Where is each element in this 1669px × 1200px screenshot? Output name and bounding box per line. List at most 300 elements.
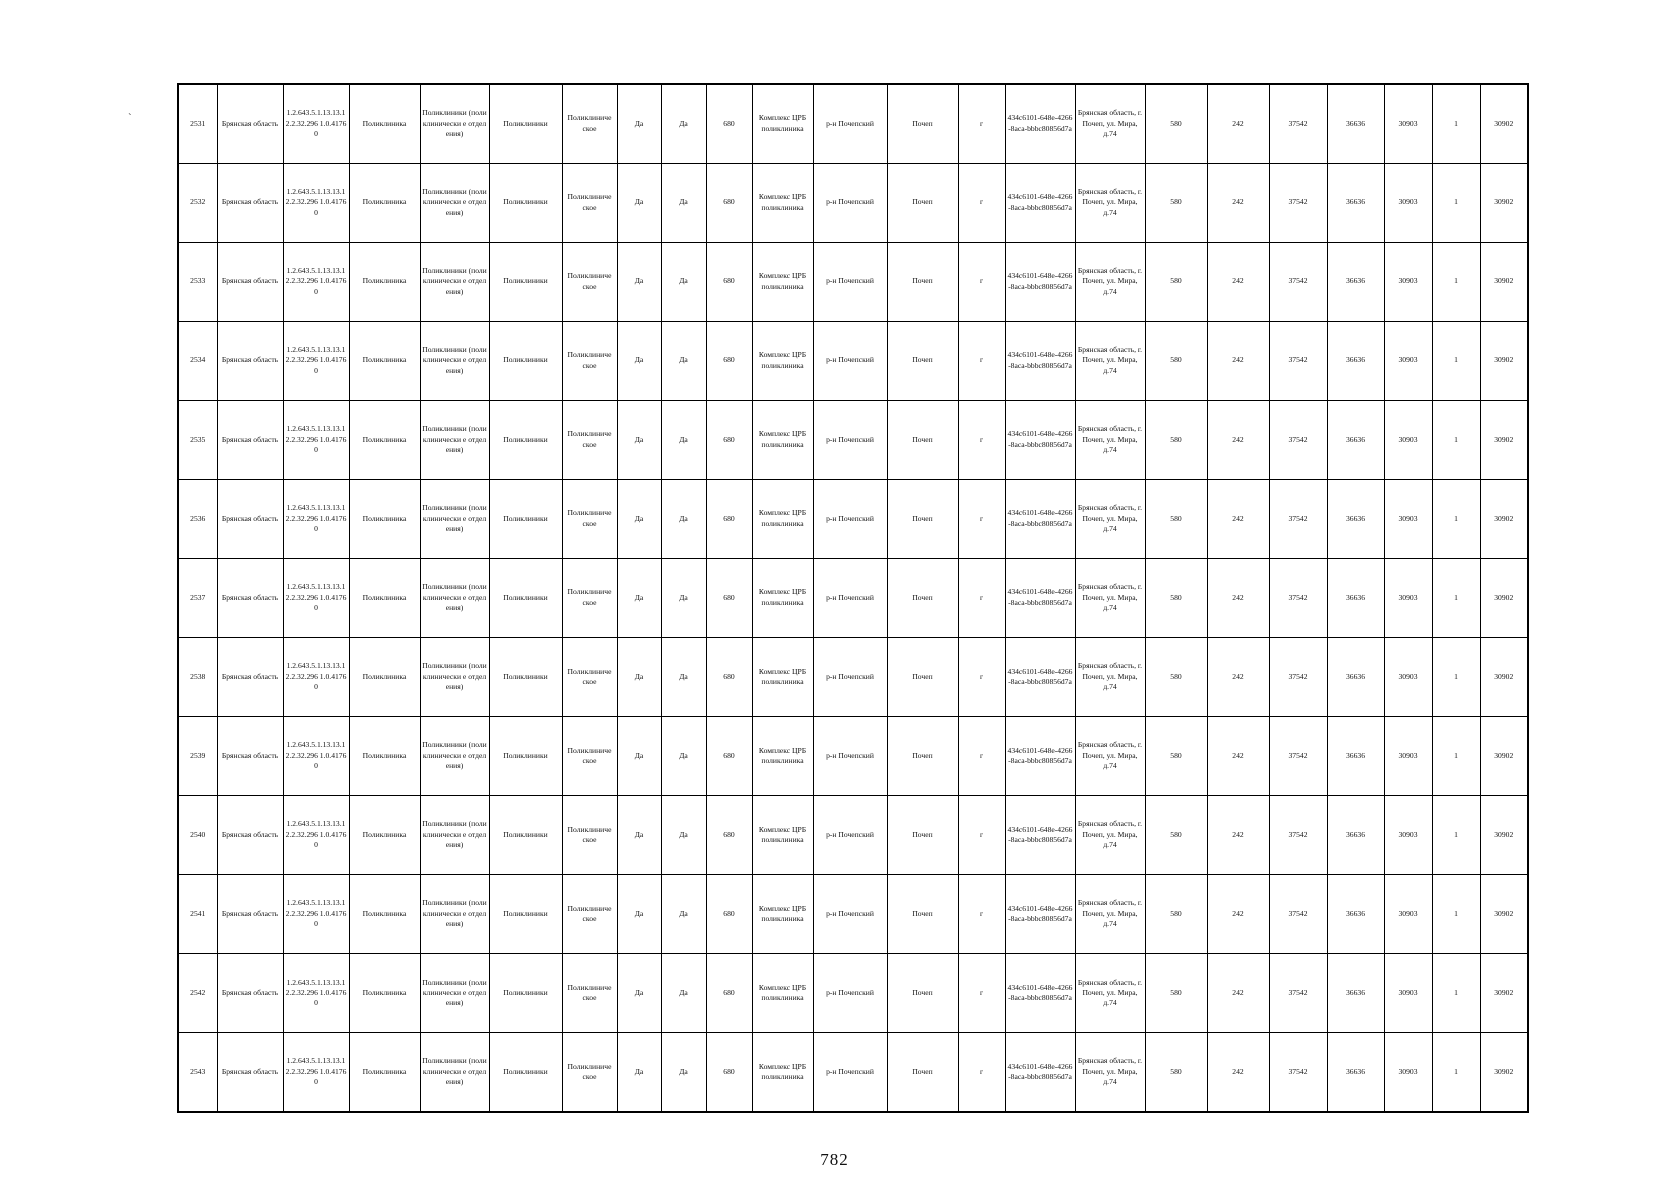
division-cell: Поликлиники — [489, 163, 562, 242]
value-4-cell: 36636 — [1327, 1033, 1384, 1112]
value-1-cell: 580 — [1145, 163, 1207, 242]
district-cell: р-н Почепский — [813, 479, 887, 558]
oid-cell: 1.2.643.5.1.13.13.12.2.32.296 1.0.41760 — [283, 558, 349, 637]
value-3-cell: 37542 — [1269, 321, 1327, 400]
address-cell: Брянская область, г. Почеп, ул. Мира, д.74 — [1075, 1033, 1145, 1112]
locality-cell: Почеп — [887, 1033, 958, 1112]
flag-b-cell: Да — [661, 637, 706, 716]
value-3-cell: 37542 — [1269, 875, 1327, 954]
profile-cell: Поликлиниче ское — [562, 637, 617, 716]
table-row — [178, 400, 1528, 479]
value-3-cell: 37542 — [1269, 400, 1327, 479]
guid-cell: 434c6101-648e-4266-8aca-bbbc80856d7a — [1005, 1033, 1075, 1112]
row-number-cell: 2541 — [178, 875, 217, 954]
value-4-cell: 36636 — [1327, 163, 1384, 242]
facility-type-cell: Поликлиника — [349, 875, 420, 954]
building-cell: Комплекс ЦРБ поликлиника — [752, 796, 813, 875]
flag-b-cell: Да — [661, 954, 706, 1033]
table-row — [178, 637, 1528, 716]
district-cell: р-н Почепский — [813, 558, 887, 637]
value-6-cell: 1 — [1432, 1033, 1480, 1112]
value-4-cell: 36636 — [1327, 637, 1384, 716]
value-1-cell: 580 — [1145, 84, 1207, 163]
flag-a-cell: Да — [617, 400, 661, 479]
locality-type-cell: г — [958, 242, 1005, 321]
profile-cell: Поликлиниче ское — [562, 954, 617, 1033]
code-cell: 680 — [706, 84, 752, 163]
value-3-cell: 37542 — [1269, 637, 1327, 716]
value-7-cell: 30902 — [1480, 479, 1528, 558]
profile-cell: Поликлиниче ское — [562, 242, 617, 321]
table-body — [178, 84, 1528, 1112]
guid-cell: 434c6101-648e-4266-8aca-bbbc80856d7a — [1005, 321, 1075, 400]
code-cell: 680 — [706, 954, 752, 1033]
code-cell: 680 — [706, 400, 752, 479]
building-cell: Комплекс ЦРБ поликлиника — [752, 717, 813, 796]
facility-type-cell: Поликлиника — [349, 637, 420, 716]
region-cell: Брянская область — [217, 321, 283, 400]
value-3-cell: 37542 — [1269, 479, 1327, 558]
flag-a-cell: Да — [617, 479, 661, 558]
division-type-cell: Поликлиники (поликлинически е отделения) — [420, 242, 489, 321]
value-6-cell: 1 — [1432, 558, 1480, 637]
locality-type-cell: г — [958, 321, 1005, 400]
locality-type-cell: г — [958, 796, 1005, 875]
value-5-cell: 30903 — [1384, 400, 1432, 479]
code-cell: 680 — [706, 1033, 752, 1112]
profile-cell: Поликлиниче ское — [562, 796, 617, 875]
address-cell: Брянская область, г. Почеп, ул. Мира, д.74 — [1075, 558, 1145, 637]
locality-type-cell: г — [958, 1033, 1005, 1112]
facility-type-cell: Поликлиника — [349, 796, 420, 875]
value-4-cell: 36636 — [1327, 558, 1384, 637]
table-row — [178, 558, 1528, 637]
building-cell: Комплекс ЦРБ поликлиника — [752, 479, 813, 558]
value-1-cell: 580 — [1145, 875, 1207, 954]
profile-cell: Поликлиниче ское — [562, 717, 617, 796]
oid-cell: 1.2.643.5.1.13.13.12.2.32.296 1.0.41760 — [283, 637, 349, 716]
table-row — [178, 321, 1528, 400]
stray-mark: ` — [128, 112, 132, 124]
oid-cell: 1.2.643.5.1.13.13.12.2.32.296 1.0.41760 — [283, 796, 349, 875]
region-cell: Брянская область — [217, 875, 283, 954]
building-cell: Комплекс ЦРБ поликлиника — [752, 84, 813, 163]
oid-cell: 1.2.643.5.1.13.13.12.2.32.296 1.0.41760 — [283, 400, 349, 479]
value-1-cell: 580 — [1145, 796, 1207, 875]
locality-cell: Почеп — [887, 479, 958, 558]
guid-cell: 434c6101-648e-4266-8aca-bbbc80856d7a — [1005, 479, 1075, 558]
locality-type-cell: г — [958, 637, 1005, 716]
building-cell: Комплекс ЦРБ поликлиника — [752, 163, 813, 242]
row-number-cell: 2533 — [178, 242, 217, 321]
value-1-cell: 580 — [1145, 717, 1207, 796]
flag-b-cell: Да — [661, 479, 706, 558]
value-7-cell: 30902 — [1480, 242, 1528, 321]
profile-cell: Поликлиниче ское — [562, 163, 617, 242]
profile-cell: Поликлиниче ское — [562, 84, 617, 163]
code-cell: 680 — [706, 796, 752, 875]
value-5-cell: 30903 — [1384, 1033, 1432, 1112]
facility-type-cell: Поликлиника — [349, 954, 420, 1033]
row-number-cell: 2542 — [178, 954, 217, 1033]
address-cell: Брянская область, г. Почеп, ул. Мира, д.74 — [1075, 637, 1145, 716]
value-3-cell: 37542 — [1269, 717, 1327, 796]
district-cell: р-н Почепский — [813, 321, 887, 400]
division-cell: Поликлиники — [489, 796, 562, 875]
facility-type-cell: Поликлиника — [349, 558, 420, 637]
guid-cell: 434c6101-648e-4266-8aca-bbbc80856d7a — [1005, 163, 1075, 242]
region-cell: Брянская область — [217, 796, 283, 875]
code-cell: 680 — [706, 875, 752, 954]
table-row — [178, 875, 1528, 954]
value-1-cell: 580 — [1145, 400, 1207, 479]
value-5-cell: 30903 — [1384, 558, 1432, 637]
table-row — [178, 84, 1528, 163]
flag-b-cell: Да — [661, 558, 706, 637]
flag-a-cell: Да — [617, 242, 661, 321]
division-cell: Поликлиники — [489, 321, 562, 400]
locality-cell: Почеп — [887, 637, 958, 716]
value-5-cell: 30903 — [1384, 796, 1432, 875]
flag-b-cell: Да — [661, 400, 706, 479]
flag-a-cell: Да — [617, 558, 661, 637]
value-4-cell: 36636 — [1327, 84, 1384, 163]
oid-cell: 1.2.643.5.1.13.13.12.2.32.296 1.0.41760 — [283, 1033, 349, 1112]
address-cell: Брянская область, г. Почеп, ул. Мира, д.74 — [1075, 796, 1145, 875]
facility-type-cell: Поликлиника — [349, 321, 420, 400]
value-6-cell: 1 — [1432, 479, 1480, 558]
address-cell: Брянская область, г. Почеп, ул. Мира, д.74 — [1075, 875, 1145, 954]
value-4-cell: 36636 — [1327, 400, 1384, 479]
code-cell: 680 — [706, 479, 752, 558]
value-1-cell: 580 — [1145, 321, 1207, 400]
profile-cell: Поликлиниче ское — [562, 875, 617, 954]
building-cell: Комплекс ЦРБ поликлиника — [752, 242, 813, 321]
address-cell: Брянская область, г. Почеп, ул. Мира, д.74 — [1075, 163, 1145, 242]
division-cell: Поликлиники — [489, 479, 562, 558]
value-5-cell: 30903 — [1384, 954, 1432, 1033]
value-1-cell: 580 — [1145, 1033, 1207, 1112]
building-cell: Комплекс ЦРБ поликлиника — [752, 558, 813, 637]
facility-type-cell: Поликлиника — [349, 163, 420, 242]
guid-cell: 434c6101-648e-4266-8aca-bbbc80856d7a — [1005, 796, 1075, 875]
value-6-cell: 1 — [1432, 242, 1480, 321]
profile-cell: Поликлиниче ское — [562, 321, 617, 400]
facility-registry-table — [177, 83, 1529, 1113]
district-cell: р-н Почепский — [813, 875, 887, 954]
locality-type-cell: г — [958, 875, 1005, 954]
division-type-cell: Поликлиники (поликлинически е отделения) — [420, 717, 489, 796]
division-type-cell: Поликлиники (поликлинически е отделения) — [420, 163, 489, 242]
code-cell: 680 — [706, 321, 752, 400]
address-cell: Брянская область, г. Почеп, ул. Мира, д.74 — [1075, 717, 1145, 796]
division-type-cell: Поликлиники (поликлинически е отделения) — [420, 558, 489, 637]
locality-type-cell: г — [958, 84, 1005, 163]
page-number: 782 — [820, 1150, 849, 1169]
value-6-cell: 1 — [1432, 637, 1480, 716]
code-cell: 680 — [706, 163, 752, 242]
district-cell: р-н Почепский — [813, 717, 887, 796]
region-cell: Брянская область — [217, 1033, 283, 1112]
locality-type-cell: г — [958, 400, 1005, 479]
district-cell: р-н Почепский — [813, 954, 887, 1033]
value-3-cell: 37542 — [1269, 1033, 1327, 1112]
flag-b-cell: Да — [661, 242, 706, 321]
building-cell: Комплекс ЦРБ поликлиника — [752, 400, 813, 479]
table-row — [178, 242, 1528, 321]
locality-cell: Почеп — [887, 875, 958, 954]
building-cell: Комплекс ЦРБ поликлиника — [752, 1033, 813, 1112]
value-2-cell: 242 — [1207, 84, 1269, 163]
locality-cell: Почеп — [887, 717, 958, 796]
value-3-cell: 37542 — [1269, 242, 1327, 321]
row-number-cell: 2535 — [178, 400, 217, 479]
region-cell: Брянская область — [217, 479, 283, 558]
oid-cell: 1.2.643.5.1.13.13.12.2.32.296 1.0.41760 — [283, 163, 349, 242]
value-2-cell: 242 — [1207, 400, 1269, 479]
value-2-cell: 242 — [1207, 163, 1269, 242]
facility-type-cell: Поликлиника — [349, 242, 420, 321]
division-cell: Поликлиники — [489, 84, 562, 163]
value-2-cell: 242 — [1207, 558, 1269, 637]
value-4-cell: 36636 — [1327, 242, 1384, 321]
building-cell: Комплекс ЦРБ поликлиника — [752, 954, 813, 1033]
row-number-cell: 2534 — [178, 321, 217, 400]
division-type-cell: Поликлиники (поликлинически е отделения) — [420, 796, 489, 875]
district-cell: р-н Почепский — [813, 796, 887, 875]
row-number-cell: 2536 — [178, 479, 217, 558]
oid-cell: 1.2.643.5.1.13.13.12.2.32.296 1.0.41760 — [283, 321, 349, 400]
oid-cell: 1.2.643.5.1.13.13.12.2.32.296 1.0.41760 — [283, 875, 349, 954]
value-5-cell: 30903 — [1384, 717, 1432, 796]
value-5-cell: 30903 — [1384, 163, 1432, 242]
code-cell: 680 — [706, 637, 752, 716]
profile-cell: Поликлиниче ское — [562, 400, 617, 479]
flag-b-cell: Да — [661, 1033, 706, 1112]
value-6-cell: 1 — [1432, 400, 1480, 479]
address-cell: Брянская область, г. Почеп, ул. Мира, д.74 — [1075, 321, 1145, 400]
flag-b-cell: Да — [661, 321, 706, 400]
flag-a-cell: Да — [617, 1033, 661, 1112]
table-row — [178, 1033, 1528, 1112]
value-7-cell: 30902 — [1480, 717, 1528, 796]
division-cell: Поликлиники — [489, 400, 562, 479]
value-5-cell: 30903 — [1384, 242, 1432, 321]
flag-b-cell: Да — [661, 875, 706, 954]
district-cell: р-н Почепский — [813, 1033, 887, 1112]
division-type-cell: Поликлиники (поликлинически е отделения) — [420, 321, 489, 400]
value-4-cell: 36636 — [1327, 717, 1384, 796]
value-4-cell: 36636 — [1327, 875, 1384, 954]
value-3-cell: 37542 — [1269, 163, 1327, 242]
region-cell: Брянская область — [217, 717, 283, 796]
locality-cell: Почеп — [887, 954, 958, 1033]
value-6-cell: 1 — [1432, 875, 1480, 954]
flag-a-cell: Да — [617, 875, 661, 954]
flag-a-cell: Да — [617, 796, 661, 875]
value-4-cell: 36636 — [1327, 796, 1384, 875]
flag-b-cell: Да — [661, 796, 706, 875]
division-cell: Поликлиники — [489, 954, 562, 1033]
flag-a-cell: Да — [617, 321, 661, 400]
locality-cell: Почеп — [887, 558, 958, 637]
value-1-cell: 580 — [1145, 558, 1207, 637]
region-cell: Брянская область — [217, 400, 283, 479]
oid-cell: 1.2.643.5.1.13.13.12.2.32.296 1.0.41760 — [283, 84, 349, 163]
value-6-cell: 1 — [1432, 954, 1480, 1033]
flag-b-cell: Да — [661, 84, 706, 163]
row-number-cell: 2537 — [178, 558, 217, 637]
value-3-cell: 37542 — [1269, 84, 1327, 163]
value-7-cell: 30902 — [1480, 637, 1528, 716]
locality-type-cell: г — [958, 558, 1005, 637]
value-6-cell: 1 — [1432, 796, 1480, 875]
region-cell: Брянская область — [217, 242, 283, 321]
address-cell: Брянская область, г. Почеп, ул. Мира, д.74 — [1075, 242, 1145, 321]
value-1-cell: 580 — [1145, 954, 1207, 1033]
value-2-cell: 242 — [1207, 717, 1269, 796]
value-2-cell: 242 — [1207, 796, 1269, 875]
guid-cell: 434c6101-648e-4266-8aca-bbbc80856d7a — [1005, 717, 1075, 796]
value-7-cell: 30902 — [1480, 558, 1528, 637]
value-7-cell: 30902 — [1480, 163, 1528, 242]
profile-cell: Поликлиниче ское — [562, 558, 617, 637]
locality-type-cell: г — [958, 479, 1005, 558]
code-cell: 680 — [706, 242, 752, 321]
value-7-cell: 30902 — [1480, 84, 1528, 163]
facility-type-cell: Поликлиника — [349, 717, 420, 796]
division-type-cell: Поликлиники (поликлинически е отделения) — [420, 400, 489, 479]
locality-cell: Почеп — [887, 796, 958, 875]
region-cell: Брянская область — [217, 954, 283, 1033]
value-1-cell: 580 — [1145, 637, 1207, 716]
division-type-cell: Поликлиники (поликлинически е отделения) — [420, 875, 489, 954]
district-cell: р-н Почепский — [813, 163, 887, 242]
value-2-cell: 242 — [1207, 321, 1269, 400]
district-cell: р-н Почепский — [813, 84, 887, 163]
value-3-cell: 37542 — [1269, 954, 1327, 1033]
value-2-cell: 242 — [1207, 637, 1269, 716]
guid-cell: 434c6101-648e-4266-8aca-bbbc80856d7a — [1005, 558, 1075, 637]
row-number-cell: 2543 — [178, 1033, 217, 1112]
oid-cell: 1.2.643.5.1.13.13.12.2.32.296 1.0.41760 — [283, 954, 349, 1033]
profile-cell: Поликлиниче ское — [562, 1033, 617, 1112]
row-number-cell: 2539 — [178, 717, 217, 796]
locality-type-cell: г — [958, 717, 1005, 796]
table-row — [178, 954, 1528, 1033]
division-cell: Поликлиники — [489, 717, 562, 796]
facility-type-cell: Поликлиника — [349, 1033, 420, 1112]
district-cell: р-н Почепский — [813, 400, 887, 479]
building-cell: Комплекс ЦРБ поликлиника — [752, 637, 813, 716]
division-type-cell: Поликлиники (поликлинически е отделения) — [420, 84, 489, 163]
row-number-cell: 2538 — [178, 637, 217, 716]
value-6-cell: 1 — [1432, 84, 1480, 163]
value-2-cell: 242 — [1207, 1033, 1269, 1112]
value-4-cell: 36636 — [1327, 321, 1384, 400]
region-cell: Брянская область — [217, 637, 283, 716]
flag-b-cell: Да — [661, 163, 706, 242]
flag-a-cell: Да — [617, 163, 661, 242]
value-7-cell: 30902 — [1480, 796, 1528, 875]
code-cell: 680 — [706, 558, 752, 637]
address-cell: Брянская область, г. Почеп, ул. Мира, д.74 — [1075, 954, 1145, 1033]
value-4-cell: 36636 — [1327, 479, 1384, 558]
value-2-cell: 242 — [1207, 479, 1269, 558]
oid-cell: 1.2.643.5.1.13.13.12.2.32.296 1.0.41760 — [283, 479, 349, 558]
value-5-cell: 30903 — [1384, 875, 1432, 954]
facility-type-cell: Поликлиника — [349, 479, 420, 558]
value-3-cell: 37542 — [1269, 796, 1327, 875]
region-cell: Брянская область — [217, 163, 283, 242]
code-cell: 680 — [706, 717, 752, 796]
locality-type-cell: г — [958, 954, 1005, 1033]
division-cell: Поликлиники — [489, 1033, 562, 1112]
division-type-cell: Поликлиники (поликлинически е отделения) — [420, 637, 489, 716]
value-3-cell: 37542 — [1269, 558, 1327, 637]
address-cell: Брянская область, г. Почеп, ул. Мира, д.74 — [1075, 400, 1145, 479]
region-cell: Брянская область — [217, 558, 283, 637]
value-2-cell: 242 — [1207, 242, 1269, 321]
facility-type-cell: Поликлиника — [349, 400, 420, 479]
district-cell: р-н Почепский — [813, 637, 887, 716]
value-7-cell: 30902 — [1480, 400, 1528, 479]
value-2-cell: 242 — [1207, 954, 1269, 1033]
flag-a-cell: Да — [617, 84, 661, 163]
locality-cell: Почеп — [887, 163, 958, 242]
value-7-cell: 30902 — [1480, 321, 1528, 400]
value-5-cell: 30903 — [1384, 84, 1432, 163]
value-2-cell: 242 — [1207, 875, 1269, 954]
division-cell: Поликлиники — [489, 558, 562, 637]
table-row — [178, 479, 1528, 558]
address-cell: Брянская область, г. Почеп, ул. Мира, д.74 — [1075, 84, 1145, 163]
flag-a-cell: Да — [617, 637, 661, 716]
value-5-cell: 30903 — [1384, 479, 1432, 558]
locality-cell: Почеп — [887, 242, 958, 321]
value-7-cell: 30902 — [1480, 1033, 1528, 1112]
building-cell: Комплекс ЦРБ поликлиника — [752, 321, 813, 400]
value-6-cell: 1 — [1432, 717, 1480, 796]
division-cell: Поликлиники — [489, 637, 562, 716]
value-6-cell: 1 — [1432, 321, 1480, 400]
locality-cell: Почеп — [887, 321, 958, 400]
district-cell: р-н Почепский — [813, 242, 887, 321]
facility-type-cell: Поликлиника — [349, 84, 420, 163]
division-cell: Поликлиники — [489, 242, 562, 321]
guid-cell: 434c6101-648e-4266-8aca-bbbc80856d7a — [1005, 84, 1075, 163]
division-cell: Поликлиники — [489, 875, 562, 954]
value-4-cell: 36636 — [1327, 954, 1384, 1033]
division-type-cell: Поликлиники (поликлинически е отделения) — [420, 954, 489, 1033]
table-row — [178, 163, 1528, 242]
value-1-cell: 580 — [1145, 479, 1207, 558]
flag-a-cell: Да — [617, 954, 661, 1033]
value-7-cell: 30902 — [1480, 954, 1528, 1033]
locality-cell: Почеп — [887, 84, 958, 163]
oid-cell: 1.2.643.5.1.13.13.12.2.32.296 1.0.41760 — [283, 717, 349, 796]
address-cell: Брянская область, г. Почеп, ул. Мира, д.74 — [1075, 479, 1145, 558]
guid-cell: 434c6101-648e-4266-8aca-bbbc80856d7a — [1005, 637, 1075, 716]
region-cell: Брянская область — [217, 84, 283, 163]
value-7-cell: 30902 — [1480, 875, 1528, 954]
division-type-cell: Поликлиники (поликлинически е отделения) — [420, 1033, 489, 1112]
flag-b-cell: Да — [661, 717, 706, 796]
locality-type-cell: г — [958, 163, 1005, 242]
locality-cell: Почеп — [887, 400, 958, 479]
row-number-cell: 2532 — [178, 163, 217, 242]
guid-cell: 434c6101-648e-4266-8aca-bbbc80856d7a — [1005, 875, 1075, 954]
